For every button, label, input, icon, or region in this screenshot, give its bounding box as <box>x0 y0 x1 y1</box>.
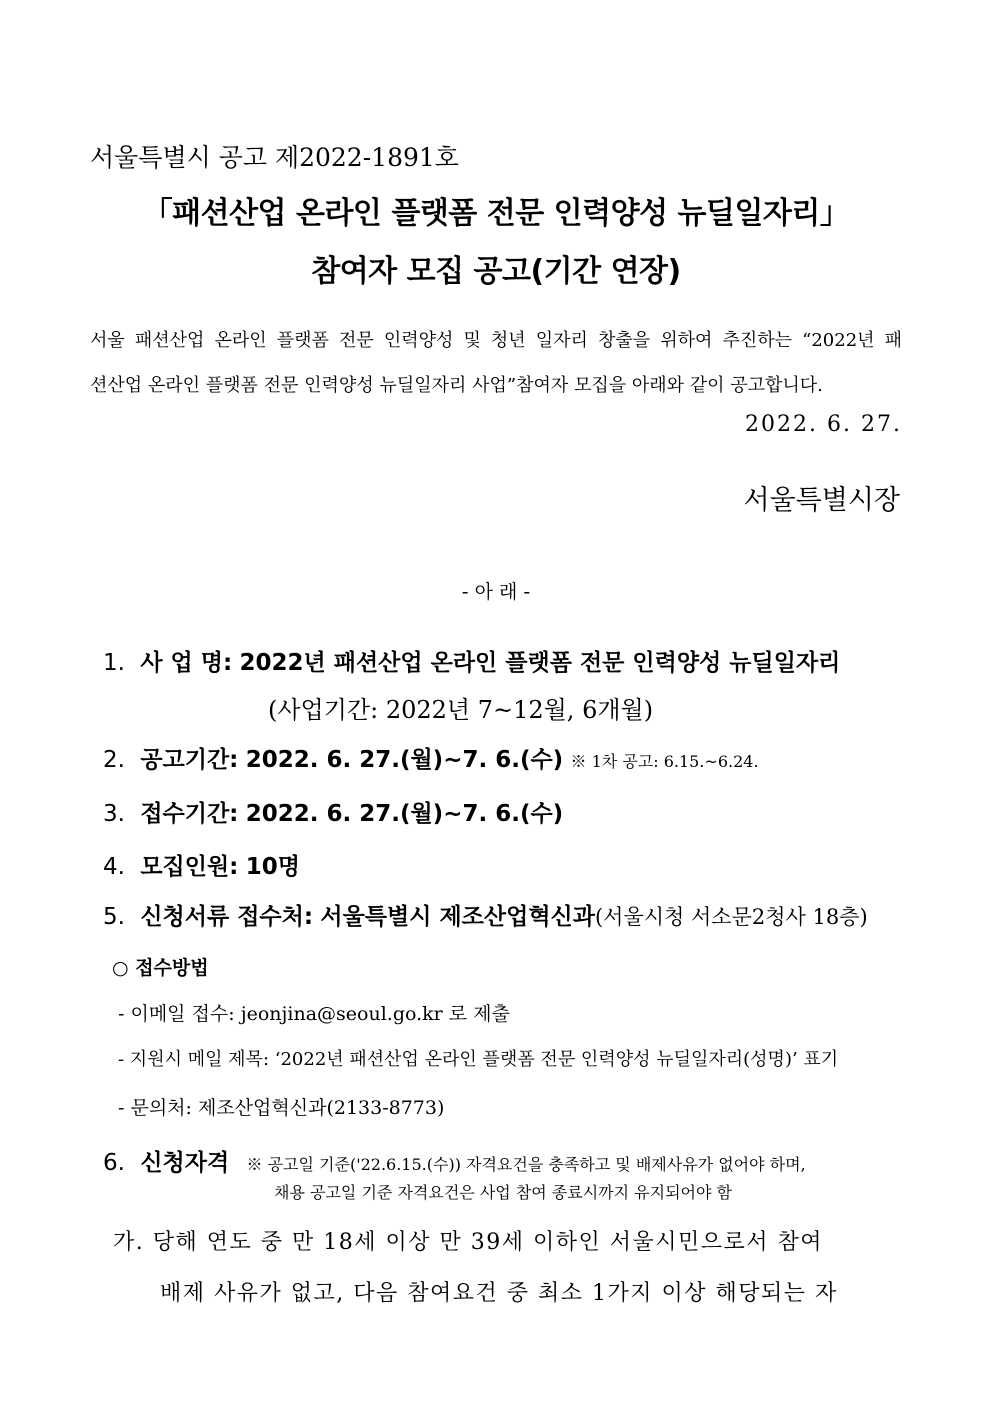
item-value: 서울특별시 제조산업혁신과 <box>320 904 595 930</box>
qualification-ga-line1: 가. 당해 연도 중 만 18세 이상 만 39세 이하인 서울시민으로서 참여 <box>113 1230 823 1255</box>
method-email: - 이메일 접수: jeonjina@seoul.go.kr 로 제출 <box>118 1003 510 1025</box>
item-label: 모집인원: <box>140 854 239 880</box>
item-note: ※ 1차 공고: 6.15.~6.24. <box>570 752 759 771</box>
method-mail-subject: - 지원시 메일 제목: ‘2022년 패션산업 온라인 플랫폼 전문 인력양성 뉴딜일자리(성명)’ 표기 <box>118 1049 839 1070</box>
item-note: (서울시청 서소문2청사 18층) <box>594 905 868 929</box>
notice-date: 2022. 6. 27. <box>745 412 902 437</box>
item-number: 3. <box>103 801 125 827</box>
project-period: (사업기간: 2022년 7~12월, 6개월) <box>268 696 654 724</box>
notice-number: 서울특별시 공고 제2022-1891호 <box>90 143 459 172</box>
item-notice-period <box>103 741 759 774</box>
below-marker: - 아 래 - <box>461 581 531 603</box>
notice-title-line1: 「패션산업 온라인 플랫폼 전문 인력양성 뉴딜일자리」 <box>142 196 850 231</box>
item-number: 2. <box>103 747 125 773</box>
notice-title-line2: 참여자 모집 공고(기간 연장) <box>311 254 681 289</box>
item-project-name <box>103 644 840 677</box>
method-contact: - 문의처: 제조산업혁신과(2133-8773) <box>118 1097 445 1119</box>
item-qualification <box>103 1144 806 1177</box>
issuer: 서울특별시장 <box>743 485 900 516</box>
item-submission-office <box>103 898 868 931</box>
item-number: 1. <box>103 650 125 676</box>
item-label: 신청자격 <box>140 1150 230 1176</box>
item-value: 10명 <box>245 854 300 880</box>
item-value: 2022. 6. 27.(월)~7. 6.(수) <box>245 747 564 773</box>
item-reception-period <box>103 795 563 828</box>
item-number: 6. <box>103 1150 125 1176</box>
item-recruitment-count <box>103 848 300 881</box>
item-value: 2022. 6. 27.(월)~7. 6.(수) <box>245 801 564 827</box>
intro-line2: 션산업 온라인 플랫폼 전문 인력양성 뉴딜일자리 사업”참여자 모집을 아래와 같이 공고합니다. <box>90 375 823 396</box>
reception-method-heading: ○ 접수방법 <box>112 957 209 979</box>
item-label: 신청서류 접수처: <box>140 904 314 930</box>
item-number: 5. <box>103 904 125 930</box>
item-number: 4. <box>103 854 125 880</box>
intro-line1: 서울 패션산업 온라인 플랫폼 전문 인력양성 및 청년 일자리 창출을 위하여 추진하는 “2022년 패 <box>90 330 902 351</box>
qualification-ga-line2: 배제 사유가 없고, 다음 참여요건 중 최소 1가지 이상 해당되는 자 <box>160 1281 838 1306</box>
qualification-note2: 채용 공고일 기준 자격요건은 사업 참여 종료시까지 유지되어야 함 <box>274 1183 733 1202</box>
item-label: 사 업 명: <box>140 650 233 676</box>
item-label: 접수기간: <box>140 801 239 827</box>
item-label: 공고기간: <box>140 747 239 773</box>
item-note: ※ 공고일 기준('22.6.15.(수)) 자격요건을 충족하고 및 배제사유가 없어야 하며, <box>246 1155 806 1174</box>
item-value: 2022년 패션산업 온라인 플랫폼 전문 인력양성 뉴딜일자리 <box>239 650 841 676</box>
